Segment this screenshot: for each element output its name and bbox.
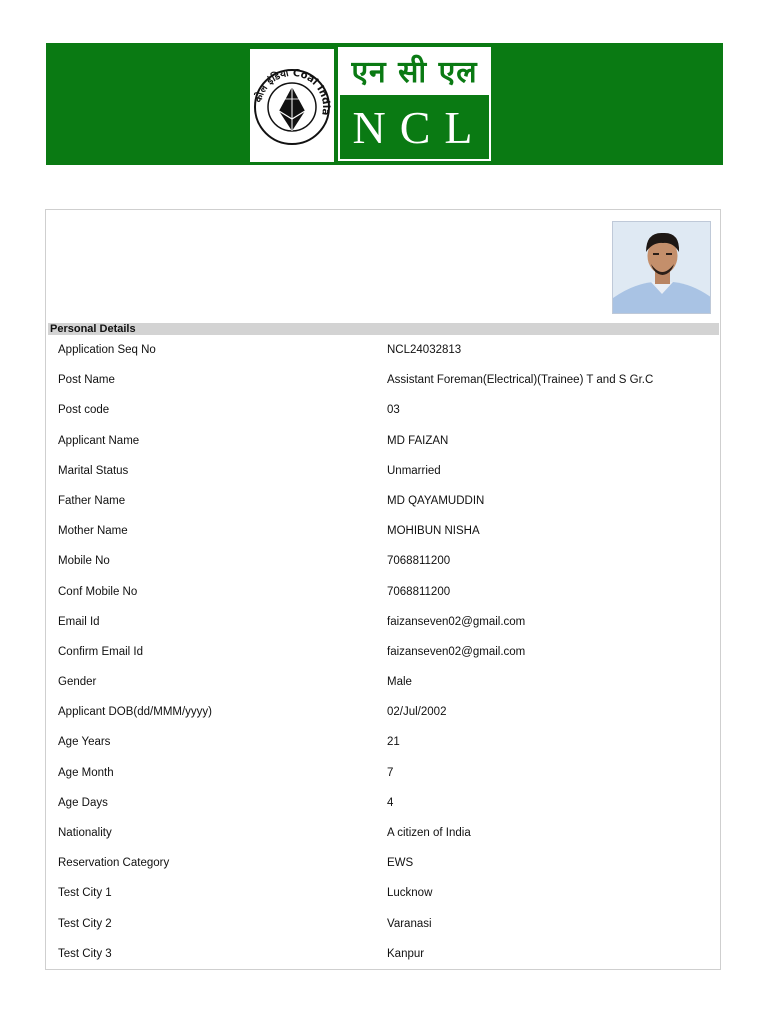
detail-row — [46, 758, 722, 788]
detail-label: Mother Name — [58, 525, 128, 538]
detail-row — [46, 939, 722, 969]
detail-label: Mobile No — [58, 555, 110, 568]
detail-value: 21 — [387, 736, 400, 749]
applicant-photo — [612, 221, 711, 314]
detail-label: Marital Status — [58, 464, 129, 477]
detail-label: Conf Mobile No — [58, 585, 138, 598]
personal-details-list — [46, 335, 722, 969]
logo-ring-text: कोल इंडिया Coal India — [253, 67, 332, 117]
brand-hindi: एन सी एल — [351, 54, 478, 90]
detail-label: Nationality — [58, 827, 112, 839]
detail-value: 4 — [387, 796, 394, 809]
detail-row — [46, 848, 722, 878]
detail-label: Reservation Category — [58, 857, 170, 870]
detail-label: Test City 3 — [58, 947, 112, 960]
detail-label: Email Id — [58, 615, 100, 628]
detail-value: 7068811200 — [387, 585, 451, 598]
detail-label: Age Years — [58, 736, 111, 749]
detail-value: faizanseven02@gmail.com — [387, 645, 526, 658]
detail-row — [46, 697, 722, 727]
detail-row — [46, 607, 722, 637]
detail-value: 7068811200 — [387, 555, 451, 568]
coal-india-emblem-icon — [250, 49, 334, 162]
detail-label: Father Name — [58, 494, 126, 507]
detail-label: Test City 2 — [58, 917, 112, 930]
application-card — [45, 209, 721, 970]
detail-value: A citizen of India — [387, 827, 471, 839]
detail-value: Male — [387, 676, 412, 689]
person-photo-icon — [613, 222, 711, 314]
detail-row — [46, 878, 722, 908]
detail-label: Post code — [58, 404, 110, 417]
detail-label: Application Seq No — [58, 344, 156, 356]
detail-row — [46, 335, 722, 365]
detail-row — [46, 395, 722, 425]
section-title-personal-details: Personal Details — [48, 323, 719, 335]
detail-label: Age Days — [58, 796, 108, 809]
detail-label: Confirm Email Id — [58, 645, 143, 658]
detail-row — [46, 788, 722, 818]
detail-row — [46, 637, 722, 667]
coal-india-logo — [250, 49, 334, 162]
ncl-brand-box — [338, 47, 491, 161]
detail-label: Post Name — [58, 374, 115, 387]
detail-row — [46, 577, 722, 607]
detail-row — [46, 546, 722, 576]
detail-value: faizanseven02@gmail.com — [387, 615, 526, 628]
detail-value: 7 — [387, 766, 394, 779]
detail-row — [46, 667, 722, 697]
detail-value: MD FAIZAN — [387, 434, 449, 447]
detail-value: Assistant Foreman(Electrical)(Trainee) T and S Gr.C — [387, 374, 654, 387]
detail-label: Age Month — [58, 766, 114, 779]
detail-value: 02/Jul/2002 — [387, 706, 447, 719]
detail-label: Applicant Name — [58, 434, 140, 447]
header-banner — [46, 43, 723, 165]
detail-row — [46, 456, 722, 486]
detail-value: MD QAYAMUDDIN — [387, 494, 485, 507]
detail-row — [46, 365, 722, 395]
detail-row — [46, 818, 722, 848]
detail-value: Varanasi — [387, 917, 432, 930]
detail-row — [46, 909, 722, 939]
brand-english: NCL — [340, 95, 489, 159]
detail-value: Lucknow — [387, 887, 433, 900]
detail-value: EWS — [387, 857, 414, 870]
detail-label: Gender — [58, 676, 97, 689]
detail-row — [46, 516, 722, 546]
detail-row — [46, 426, 722, 456]
detail-value: 03 — [387, 404, 400, 417]
detail-label: Applicant DOB(dd/MMM/yyyy) — [58, 706, 213, 719]
detail-value: Unmarried — [387, 464, 441, 477]
detail-label: Test City 1 — [58, 887, 112, 900]
detail-row — [46, 486, 722, 516]
detail-value: NCL24032813 — [387, 344, 462, 356]
detail-value: Kanpur — [387, 947, 425, 960]
detail-row — [46, 727, 722, 757]
detail-value: MOHIBUN NISHA — [387, 525, 480, 538]
